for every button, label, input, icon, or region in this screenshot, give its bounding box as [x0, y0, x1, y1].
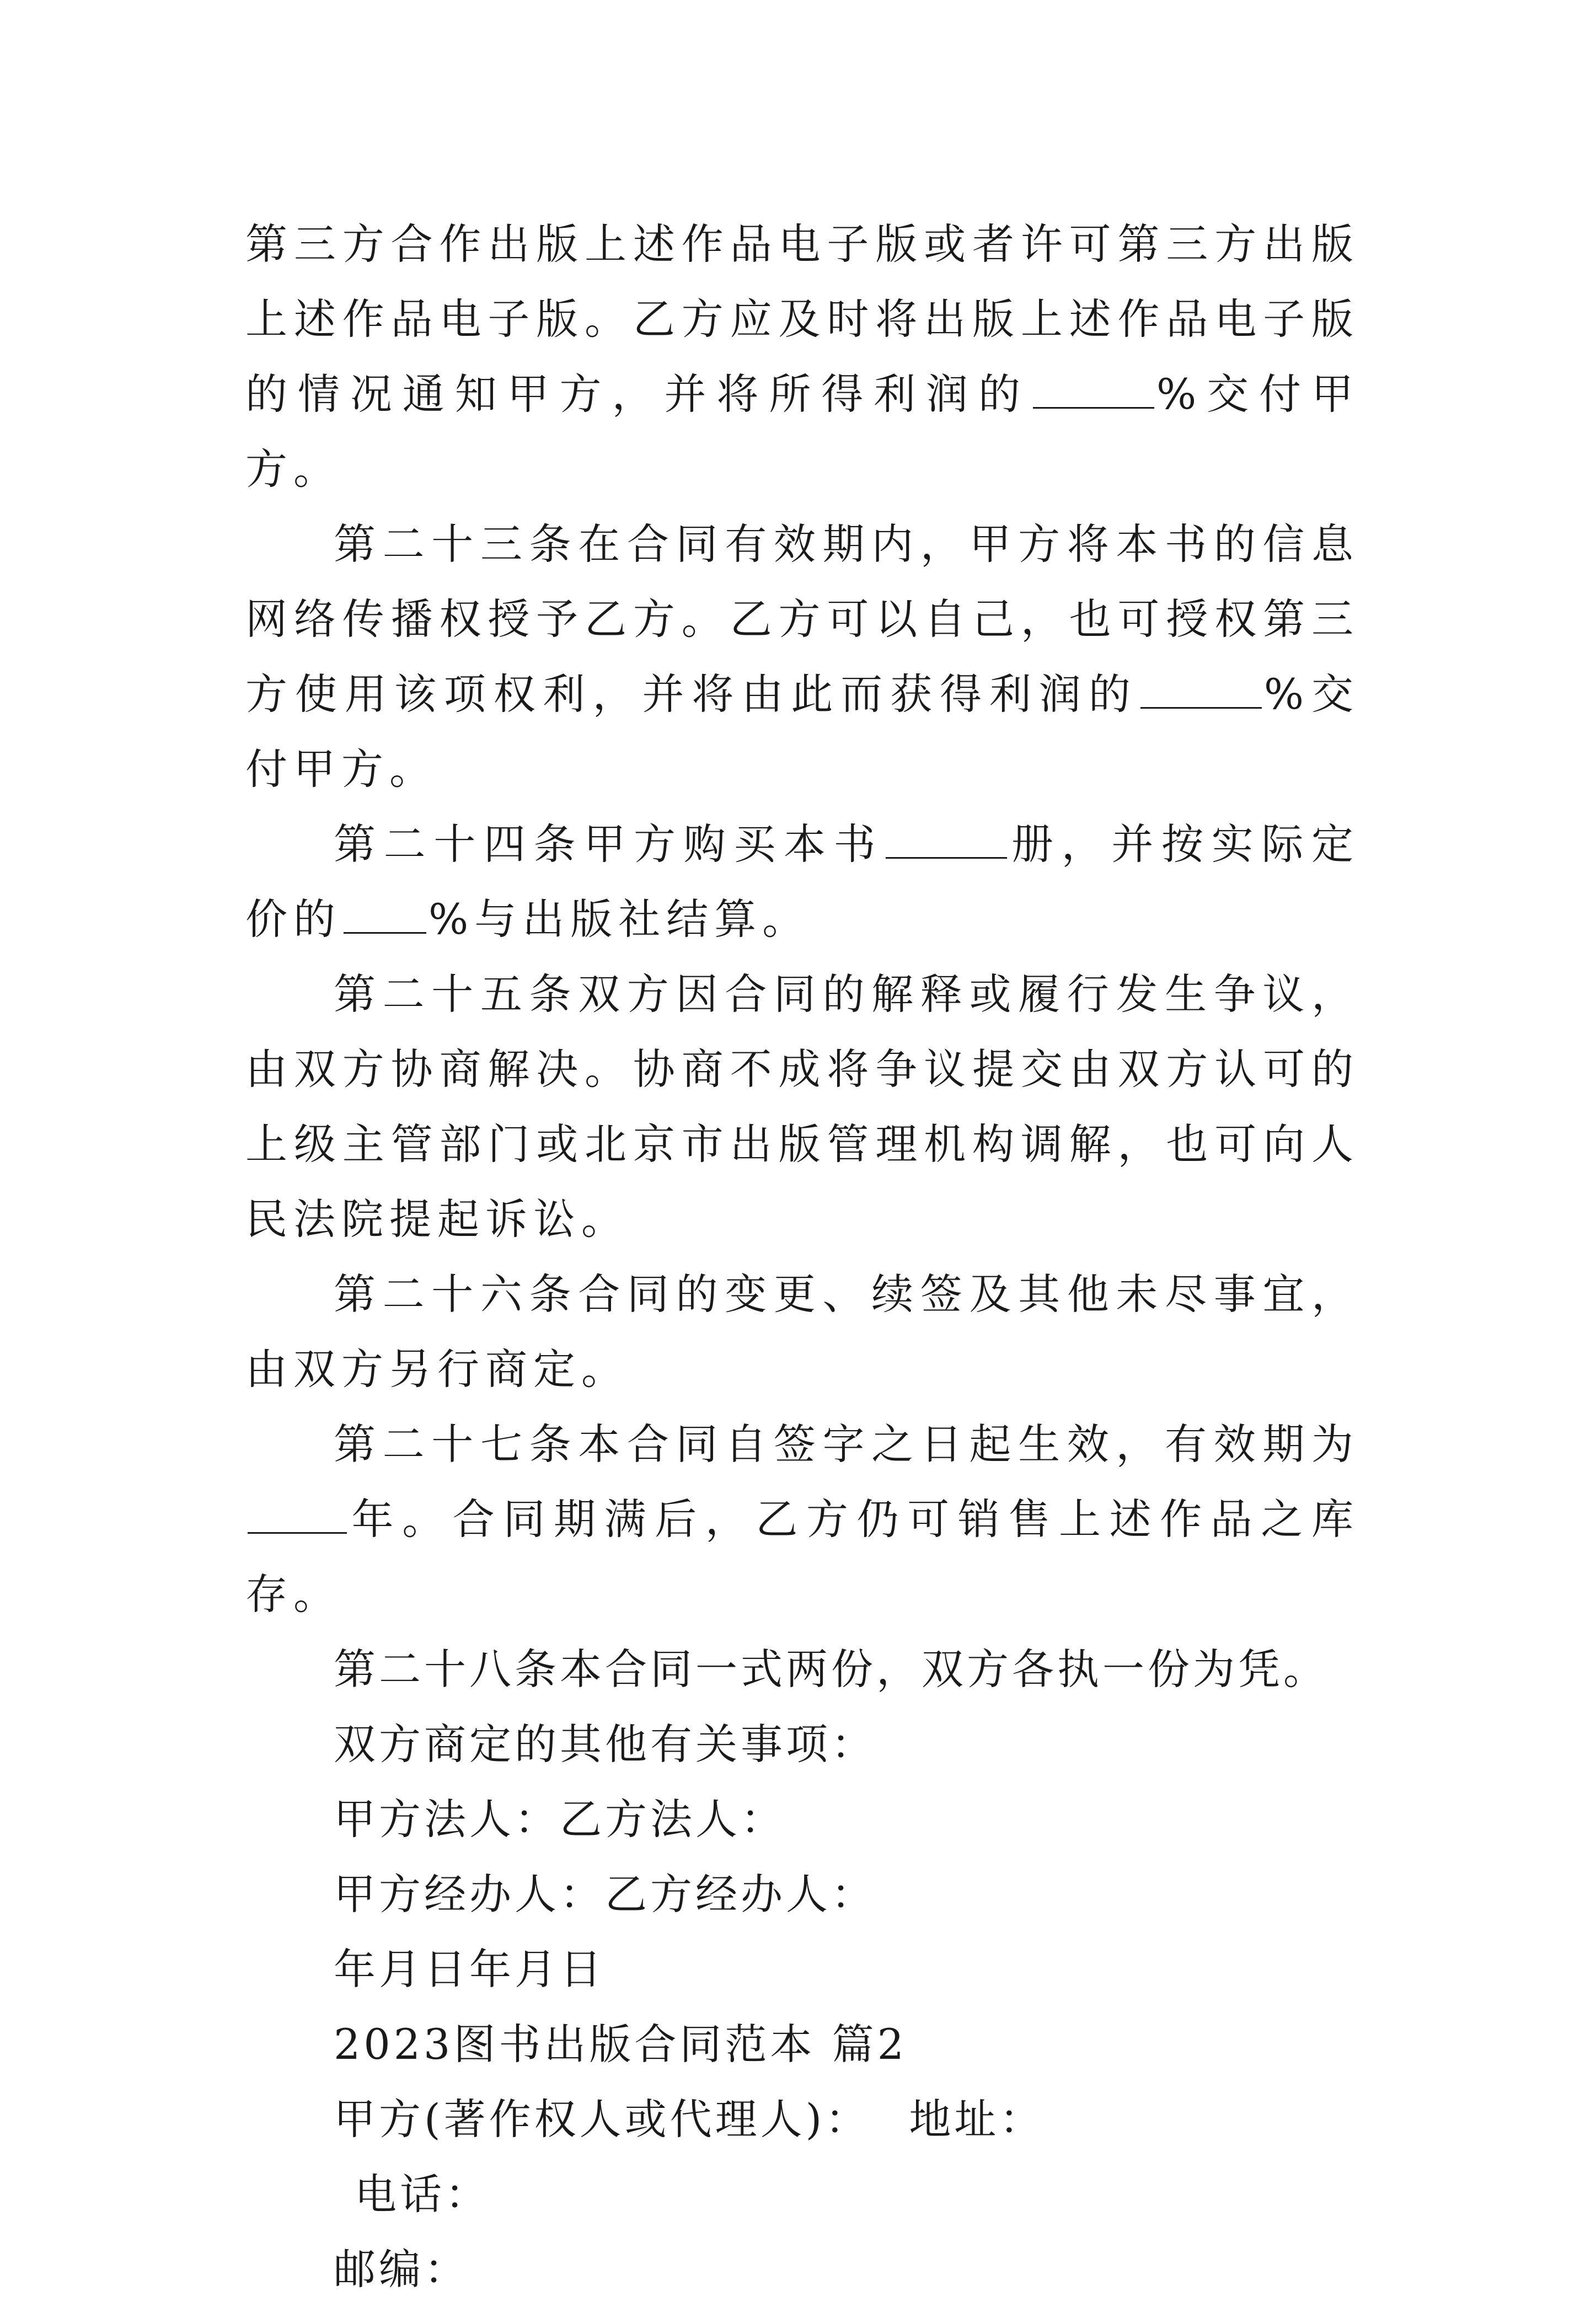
clause-continuation-ebook — [245, 207, 1359, 507]
blank-field — [886, 821, 1007, 859]
section-heading: 2023图书出版合同范本 篇2 — [334, 2020, 907, 2069]
postcode-line: 邮编： — [334, 2245, 469, 2294]
clause-text: 年。合同期满后，乙方仍可销售上述作品之库存。 — [245, 1495, 1359, 1619]
blank-field — [1140, 671, 1262, 709]
clause-text: 册，并按实际定价的 — [245, 820, 1360, 944]
phone-line: 电话： — [355, 2170, 490, 2219]
clause-text: 第三方合作出版上述作品电子版或者许可第三方出版上述作品电子版。乙方应及时将出版上述作品电子版的情况通知甲方，并将所得利润的 — [245, 220, 1359, 419]
clause-text: 第二十四条甲方购买本书 — [334, 820, 884, 869]
blank-field — [1033, 371, 1154, 409]
legal-representative-line: 甲方法人：乙方法人： — [334, 1795, 786, 1844]
clause-23 — [245, 507, 1359, 807]
clause-text: 第二十七条本合同自签字之日起生效，有效期为 — [334, 1420, 1359, 1469]
date-line: 年月日年月日 — [334, 1945, 605, 1994]
handler-line: 甲方经办人：乙方经办人： — [334, 1870, 876, 1919]
clause-text: %与出版社结算。 — [429, 895, 811, 944]
document-page — [245, 207, 1359, 2307]
clause-26: 第二十六条合同的变更、续签及其他未尽事宜，由双方另行商定。 — [245, 1270, 1359, 1394]
clause-text: %交付甲方。 — [245, 670, 1360, 794]
party-a-label: 甲方(著作权人或代理人)： — [334, 2095, 871, 2144]
clause-text: 第二十三条在合同有效期内，甲方将本书的信息网络传播权授予乙方。乙方可以自己，也可授权第三方使用该项权利，并将由此而获得利润的 — [245, 520, 1359, 719]
clause-24 — [245, 807, 1359, 957]
blank-field — [344, 896, 426, 934]
clause-27 — [245, 1407, 1359, 1632]
blank-field — [248, 1496, 347, 1534]
clause-28: 第二十八条本合同一式两份，双方各执一份为凭。 — [334, 1645, 1329, 1694]
address-label: 地址： — [909, 2095, 1045, 2144]
clause-25: 第二十五条双方因合同的解释或履行发生争议，由双方协商解决。协商不成将争议提交由双方认可的上级主管部门或北京市出版管理机构调解，也可向人民法院提起诉讼。 — [245, 970, 1359, 1244]
clause-text: %交付甲方。 — [245, 370, 1359, 494]
party-a-line — [245, 2082, 1359, 2157]
other-matters-line: 双方商定的其他有关事项： — [334, 1720, 876, 1769]
